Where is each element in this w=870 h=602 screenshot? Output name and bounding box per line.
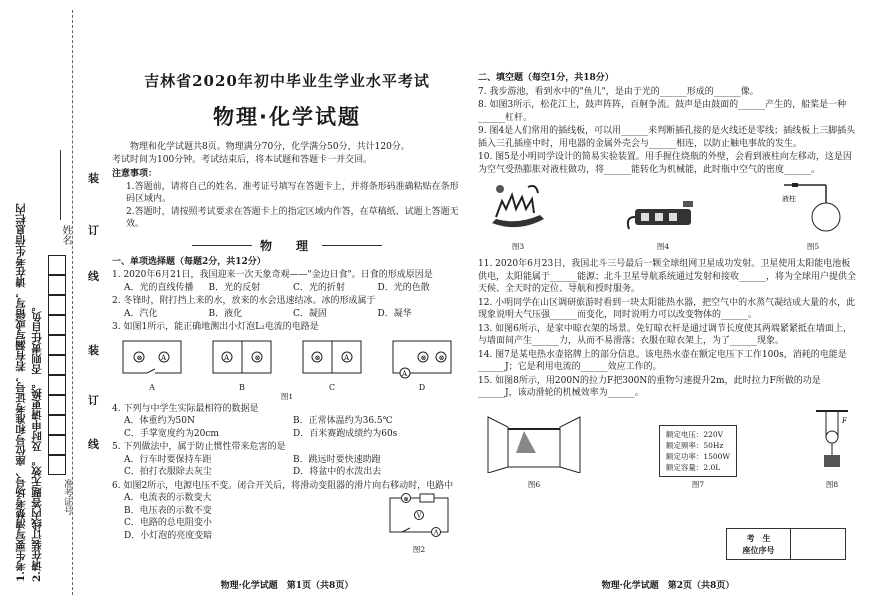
figure-3 bbox=[488, 179, 548, 252]
svg-text:A: A bbox=[433, 528, 439, 536]
exam-number-box[interactable] bbox=[48, 395, 66, 415]
option[interactable]: B．电压表的示数不变 bbox=[124, 505, 212, 516]
spec-line: 额定容量：2.0L bbox=[665, 462, 721, 472]
fig5-label: 液柱 bbox=[782, 195, 796, 203]
exam-number-box[interactable] bbox=[48, 255, 66, 275]
exam-number-box[interactable] bbox=[48, 295, 66, 315]
binding-notice-1: 1.考生要写清楚考场号、座位号和准考证号，若有漏写或错写，请在考生信息栏内 bbox=[15, 203, 27, 582]
circuit-diagram bbox=[206, 337, 278, 392]
exam-number-box[interactable] bbox=[48, 335, 66, 355]
figure-7 bbox=[659, 425, 737, 490]
exam-number-box[interactable] bbox=[48, 435, 66, 455]
question-14: 14. 图7是某电热水壶铭牌上的部分信息。该电热水壶在额定电压下工作100s，消耗的电能是______J；它是利用电流的______效应工作的。 bbox=[478, 349, 847, 372]
subject-title: 物理·化学试题 bbox=[213, 105, 361, 129]
figure-8-caption: 图8 bbox=[825, 479, 839, 489]
question-7: 7. 我步游池，看到水中的"鱼儿"，是由于光的______形成的______像。 bbox=[478, 86, 759, 97]
dragon-boat-icon bbox=[488, 179, 548, 235]
question-1-options bbox=[112, 282, 462, 295]
circuit-label: A bbox=[149, 382, 155, 392]
option[interactable]: A．汽化 bbox=[124, 308, 158, 319]
question-12: 12. 小明同学在山区调研旅游时看到一块太阳能热水器，把空气中的水蒸气凝结成大量的水，此现象说明大气压强______而变化，同时说明力可以改变物体的______。 bbox=[478, 297, 856, 320]
exam-number-box[interactable] bbox=[48, 275, 66, 295]
svg-text:A: A bbox=[402, 369, 408, 378]
cut-char: 订 bbox=[88, 224, 99, 237]
figure-1-caption: 图1 bbox=[280, 391, 294, 401]
svg-text:⊗: ⊗ bbox=[403, 494, 409, 503]
figure-4 bbox=[625, 195, 701, 252]
power-strip-icon bbox=[625, 195, 701, 235]
question-1: 1. 2020年6月21日，我国迎来一次天象奇观——"金边日食"。日食的形成原因是 bbox=[112, 270, 433, 280]
option[interactable]: D．百米赛跑成绩约为60s bbox=[293, 428, 398, 439]
cut-char: 装 bbox=[88, 344, 99, 357]
svg-text:V: V bbox=[416, 511, 422, 519]
question-6: 6. 如图2所示，电源电压不变。闭合开关后，将滑动变阻器的滑片向右移动时，电路中 bbox=[112, 480, 454, 491]
section-title: 物 理 bbox=[259, 238, 314, 253]
cut-char: 订 bbox=[88, 394, 99, 407]
option[interactable]: A．光的直线传播 bbox=[124, 282, 194, 293]
name-label: 姓名 bbox=[60, 225, 71, 245]
pulley-icon bbox=[812, 407, 852, 473]
svg-text:⊗: ⊗ bbox=[438, 353, 445, 362]
cut-line bbox=[72, 10, 73, 595]
page-right bbox=[478, 0, 858, 591]
fig8-label: F bbox=[841, 416, 847, 425]
option[interactable]: D．将盆中的水泼出去 bbox=[293, 467, 382, 477]
svg-text:⊗: ⊗ bbox=[314, 353, 321, 362]
spec-line: 额定频率：50Hz bbox=[665, 440, 724, 450]
circuit-svg bbox=[299, 337, 365, 379]
seat-label-line: 考 生 bbox=[746, 533, 771, 543]
cut-char: 线 bbox=[88, 438, 99, 451]
option[interactable]: C．手掌宽度约为20cm bbox=[124, 428, 219, 439]
circuit-svg bbox=[209, 337, 275, 379]
option[interactable]: D．凝华 bbox=[377, 308, 412, 319]
notice-heading: 注意事项： bbox=[112, 169, 158, 179]
option[interactable]: A．体重约为50N bbox=[124, 416, 195, 426]
figure-6-caption: 图6 bbox=[527, 479, 541, 489]
svg-text:A: A bbox=[224, 353, 230, 362]
figure-5-caption: 图5 bbox=[806, 242, 820, 251]
figure-4-caption: 图4 bbox=[656, 242, 670, 251]
option[interactable]: B．光的反射 bbox=[208, 282, 261, 293]
circuit-diagram bbox=[116, 337, 188, 392]
circuit-diagram bbox=[386, 337, 458, 392]
spec-line: 额定功率：1500W bbox=[665, 451, 731, 461]
intro-line-2: 考试时间为100分钟。考试结束后，将本试题和答题卡一并交回。 bbox=[112, 154, 373, 165]
section-banner bbox=[112, 237, 462, 254]
flask-icon bbox=[778, 177, 848, 235]
spec-line: 额定电压：220V bbox=[665, 429, 724, 439]
exam-number-boxes[interactable] bbox=[48, 255, 74, 555]
binding-notice-2: 2.请在装订线内答题无效。 及时申请更换。 否则责任自负。 bbox=[31, 301, 43, 582]
option[interactable]: A．电流表的示数变大 bbox=[124, 493, 212, 503]
figure-2-svg bbox=[384, 492, 454, 538]
banner-rule bbox=[322, 245, 382, 246]
exam-number-box[interactable] bbox=[48, 375, 66, 395]
option[interactable]: B．跳远时要快速助跑 bbox=[293, 454, 381, 465]
page-footer-left: 物理·化学试题 第1页（共8页） bbox=[220, 581, 354, 591]
exam-number-box[interactable] bbox=[48, 355, 66, 375]
question-2: 2. 冬锋时，附打挡上来的水，放来的水会迅速结冰。冰的形成属于 bbox=[112, 296, 376, 306]
cut-char: 线 bbox=[88, 270, 99, 283]
question-15: 15. 如图8所示，用200N的拉力F把300N的重物匀速提升2m，此时拉力F所做的功是______J，该动滑轮的机械效率为______。 bbox=[478, 375, 821, 398]
option[interactable]: B．液化 bbox=[208, 308, 243, 319]
circuit-diagram bbox=[296, 337, 368, 392]
exam-title: 吉林省2020年初中毕业生学业水平考试 bbox=[144, 72, 430, 90]
option[interactable]: C．光的折射 bbox=[293, 282, 345, 293]
binding-strip bbox=[0, 0, 108, 602]
circuit-label: C bbox=[328, 382, 336, 392]
clothes-rack-icon bbox=[484, 407, 584, 473]
exam-number-label: 准考证号 bbox=[62, 479, 72, 515]
exam-number-box[interactable] bbox=[48, 455, 66, 475]
figure-7-caption: 图7 bbox=[691, 479, 705, 489]
figure-1-circuits bbox=[116, 337, 458, 392]
question-4-options bbox=[112, 415, 462, 440]
cut-char: 装 bbox=[88, 172, 99, 185]
option[interactable]: C．凝固 bbox=[293, 308, 327, 319]
seat-label-line: 座位序号 bbox=[742, 545, 775, 555]
question-4: 4. 下列与中学生实际最相符的数据是 bbox=[112, 403, 259, 414]
section-2-heading: 二、填空题（每空1分，共18分） bbox=[478, 73, 614, 83]
svg-text:⊗: ⊗ bbox=[136, 353, 143, 362]
question-5-options bbox=[112, 454, 462, 479]
figure-3-caption: 图3 bbox=[511, 242, 525, 251]
option[interactable]: A．行车时要保持车距 bbox=[124, 454, 212, 465]
svg-text:⊗: ⊗ bbox=[254, 353, 261, 362]
figure-2-caption: 图2 bbox=[412, 544, 426, 554]
circuit-label: B bbox=[239, 382, 245, 392]
circuit-svg bbox=[119, 337, 185, 379]
figure-2 bbox=[380, 492, 458, 555]
question-3: 3. 如图1所示，能正确地测出小灯泡L₂电流的电路是 bbox=[112, 322, 319, 332]
question-11: 11. 2020年6月23日，我国北斗三号最后一颗全球组网卫星成功发射。卫星使用太阳能电池板供电，太阳能属于______能源；北斗卫星导航系统通过发射和接收______，将为全球用户提供全天候、全天时的定位、导航和授时服务。 bbox=[478, 259, 857, 294]
option[interactable]: D．光的色散 bbox=[377, 282, 430, 293]
exam-number-box[interactable] bbox=[48, 415, 66, 435]
circuit-label: D bbox=[418, 382, 426, 392]
figures-3-5 bbox=[488, 182, 848, 252]
svg-text:⊗: ⊗ bbox=[420, 353, 427, 362]
exam-number-box[interactable] bbox=[48, 315, 66, 335]
seat-number-box[interactable] bbox=[726, 528, 846, 560]
notice-item-2: 2.答题时，请按照考试要求在答题卡上的指定区域内作答，在草稿纸、试题上答题无效。 bbox=[126, 206, 459, 229]
kettle-spec-table bbox=[659, 425, 737, 477]
intro-line-1: 物理和化学试题共8页。物理满分70分，化学满分50分，共计120分。 bbox=[130, 142, 410, 152]
option[interactable]: B．正常体温约为36.5℃ bbox=[293, 416, 393, 426]
name-line bbox=[60, 150, 61, 220]
svg-text:A: A bbox=[344, 353, 350, 362]
figures-6-8 bbox=[484, 404, 852, 490]
question-13: 13. 如图6所示，是家中晾衣架的场景。免钉晾衣杆是通过调节长度使其两端紧紧抵在墙面上，与墙面间产生______力，从而不易滑落；衣服在晾衣架上，为了______现象。 bbox=[478, 323, 852, 346]
question-10: 10. 图5是小明同学设计的简易实验装置。用手握住烧瓶的外壁，会看到液柱向左移动，这是因为空气受热膨胀对液柱做功，将______能转化为机械能，此时瓶中空气的密度______。 bbox=[478, 152, 852, 175]
question-2-options bbox=[112, 308, 462, 321]
page-footer-right: 物理·化学试题 第2页（共8页） bbox=[601, 581, 735, 591]
section-1-heading: 一、单项选择题（每题2分，共12分） bbox=[112, 256, 266, 267]
circuit-svg bbox=[389, 337, 455, 379]
question-5: 5. 下列做法中，属于防止惯性带来危害的是 bbox=[112, 442, 286, 452]
figure-6 bbox=[484, 407, 584, 490]
banner-rule bbox=[192, 245, 252, 246]
question-9: 9. 图4是人们常用的插线板，可以用______来判断插孔接的是火线还是零线；插线板上三脚插头插入三孔插座中时，用电器的金属外壳会与______相连，以防止触电事故的发生。 bbox=[478, 126, 856, 149]
page-left bbox=[112, 0, 462, 591]
seat-label bbox=[727, 529, 791, 559]
question-8: 8. 如图3所示，松花江上，鼓声阵阵，百舸争流。鼓声是由鼓面的______产生的，船桨是一种______杠杆。 bbox=[478, 100, 847, 123]
svg-text:A: A bbox=[161, 353, 167, 362]
question-6-block bbox=[112, 480, 462, 554]
option[interactable]: C．电路的总电阻变小 bbox=[124, 518, 212, 528]
option[interactable]: C．拍打衣服除去灰尘 bbox=[124, 467, 212, 477]
figure-5 bbox=[778, 177, 848, 252]
figure-8 bbox=[812, 407, 852, 490]
notice-item-1: 1.答题前，请将自己的姓名、准考证号填写在答题卡上，并将条形码准确粘贴在条形码区域内。 bbox=[126, 181, 459, 204]
option[interactable]: D．小灯泡的亮度变暗 bbox=[124, 530, 213, 541]
